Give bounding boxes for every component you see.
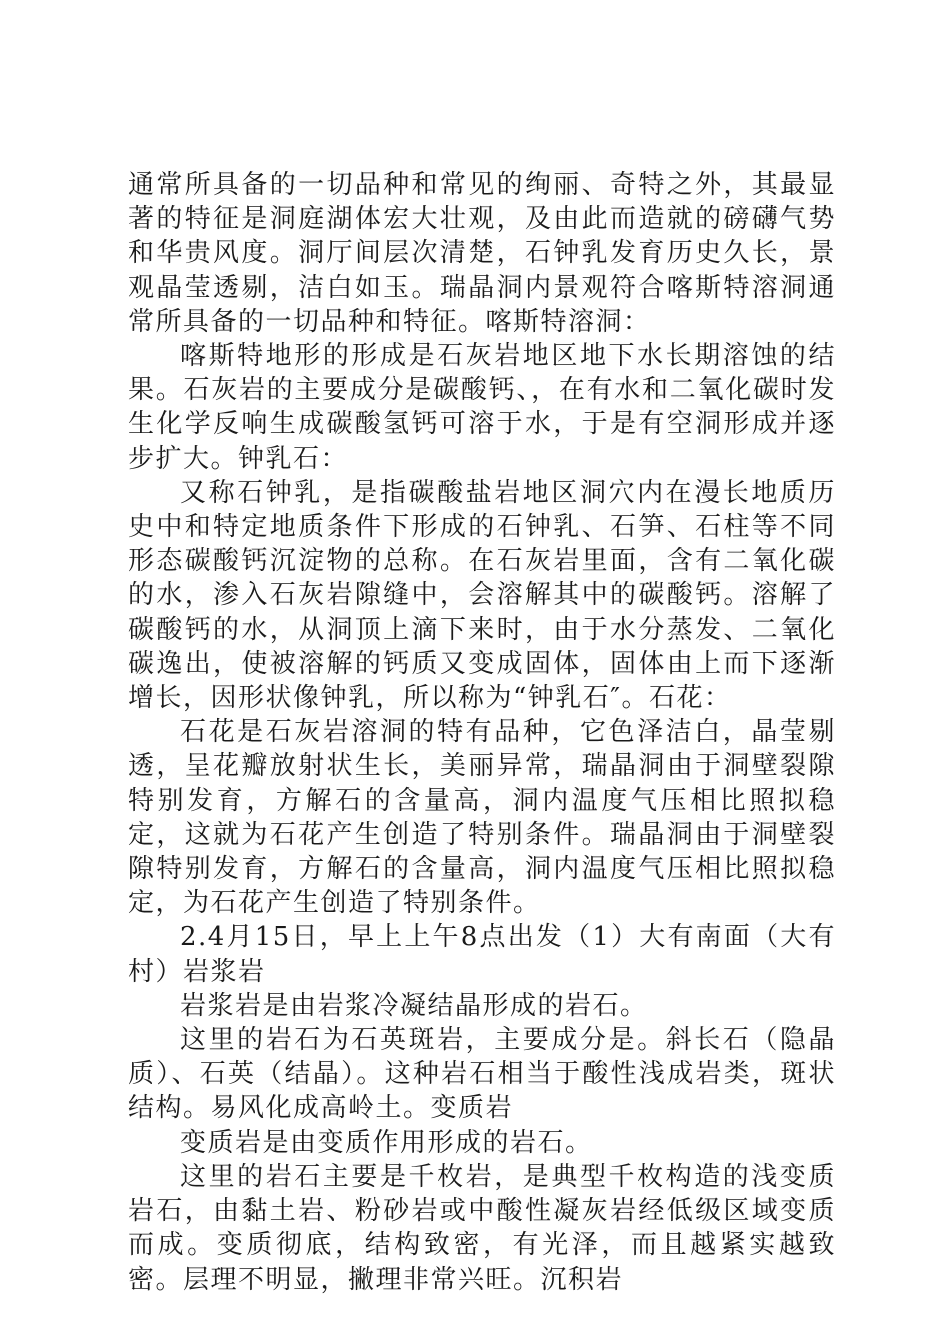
paragraph-stone-flower: 石花是石灰岩溶洞的特有品种，它色泽洁白，晶莹剔透，呈花瓣放射状生长，美丽异常，瑞晶洞由于洞壁裂隙特别发育，方解石的含量高，洞内温度气压相比照拟稳定，这就为石花产生创造了特别条件。瑞晶洞由于洞壁裂隙特别发育，方解石的含量高，洞内温度气压相比照拟稳定，为石花产生创造了特别条件。 [128, 717, 836, 919]
paragraph-stalactite: 又称石钟乳，是指碳酸盐岩地区洞穴内在漫长地质历史中和特定地质条件下形成的石钟乳、石笋、石柱等不同形态碳酸钙沉淀物的总称。在石灰岩里面，含有二氧化碳的水，渗入石灰岩隙缝中，会溶解其中的碳酸钙。溶解了碳酸钙的水，从洞顶上滴下来时，由于水分蒸发、二氧化碳逸出，使被溶解的钙质又变成固体，固体由上而下逐渐增长，因形状像钟乳，所以称为“钟乳石″。石花： [128, 477, 836, 714]
paragraph-metamorphic-rock-definition: 变质岩是由变质作用形成的岩石。 [180, 1127, 593, 1158]
paragraph-igneous-rock-definition: 岩浆岩是由岩浆冷凝结晶形成的岩石。 [180, 990, 648, 1021]
paragraph-quartz-porphyry: 这里的岩石为石英斑岩，主要成分是。斜长石（隐晶质）、石英（结晶）。这种岩石相当于酸性浅成岩类，斑状结构。易风化成高岭土。变质岩 [128, 1025, 836, 1124]
paragraph-april-15-itinerary: 2.4月15日，早上上午8点出发（1）大有南面（大有村）岩浆岩 [128, 922, 836, 987]
paragraph-cave-features: 通常所具备的一切品种和常见的绚丽、奇特之外，其最显著的特征是洞庭湖体宏大壮观，及由此而造就的磅礴气势和华贵风度。洞厅间层次清楚，石钟乳发育历史久长，景观晶莹透剔，洁白如玉。瑞晶洞内景观符合喀斯特溶洞通常所具备的一切品种和特征。喀斯特溶洞： [128, 170, 836, 337]
document-body [128, 168, 836, 1297]
paragraph-karst-formation: 喀斯特地形的形成是石灰岩地区地下水长期溶蚀的结果。石灰岩的主要成分是碳酸钙、，在有水和二氧化碳时发生化学反响生成碳酸氢钙可溶于水，于是有空洞形成并逐步扩大。钟乳石： [128, 341, 836, 474]
paragraph-phyllite: 这里的岩石主要是千枚岩，是典型千枚构造的浅变质岩石，由黏土岩、粉砂岩或中酸性凝灰岩经低级区域变质而成。变质彻底，结构致密，有光泽，而且越紧实越致密。层理不明显，撇理非常兴旺。沉积岩 [128, 1161, 836, 1295]
